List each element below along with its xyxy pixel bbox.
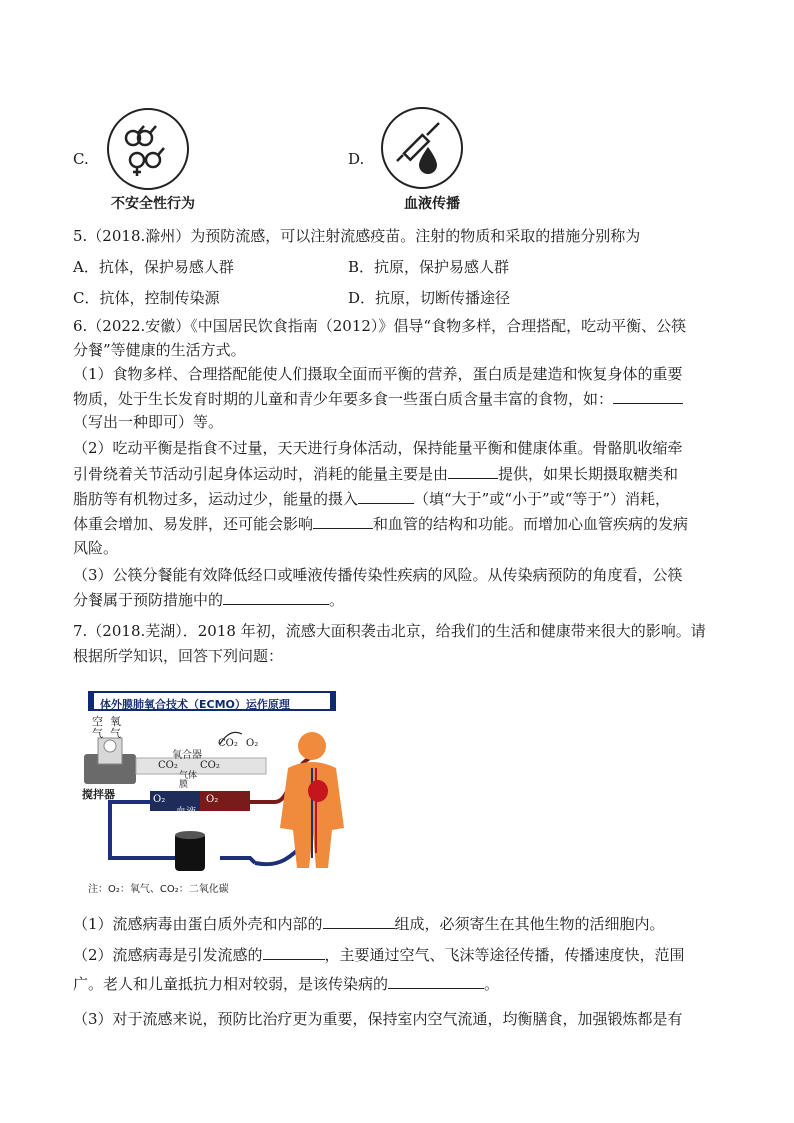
q6-part3-line-2: 分餐属于预防措施中的 。: [73, 591, 345, 609]
ecmo-figure: [80, 688, 380, 902]
answer-blank[interactable]: [388, 973, 484, 989]
oxygenator-label: 氧合器: [172, 750, 202, 761]
answer-blank[interactable]: [323, 913, 395, 929]
q6-part2-line-3: 脂肪等有机物过多，运动过少，能量的摄入 （填“大于”或“小于”或“等于”）消耗，: [73, 490, 671, 508]
answer-blank[interactable]: [263, 944, 325, 960]
co2-label-a: CO₂: [158, 760, 178, 771]
o2-out-label: O₂: [246, 738, 259, 749]
answer-blank[interactable]: [358, 488, 414, 504]
q7-line-2: 根据所学知识，回答下列问题：: [73, 647, 284, 665]
option-d-label: D.: [348, 150, 365, 168]
q6-line-1: 6.（2022.安徽）《中国居民饮食指南（2012）》倡导“食物多样，合理搭配，吃动平衡、公筷: [73, 317, 687, 335]
oxygen-label: 氧气: [110, 715, 121, 740]
gender-symbols-icon: [107, 108, 189, 190]
q7-line-1: 7.（2018.芜湖）．2018 年初，流感大面积袭击北京，给我们的生活和健康带来很大的影响。请: [73, 622, 706, 640]
membrane-label: 气体膜: [179, 771, 198, 790]
q6-part1-line-2: 物质，处于生长发育时期的儿童和青少年要多食一些蛋白质含量丰富的食物，如：: [73, 388, 723, 409]
q7-part2-line-1: （2）流感病毒是引发流感的 ，主要通过空气、飞沫等途径传播，传播速度快，范围: [73, 946, 685, 964]
co2-label-b: CO₂: [200, 760, 220, 771]
syringe-blood-icon: [381, 107, 463, 189]
option-c-label: C.: [73, 150, 89, 168]
q6-line-2: 分餐”等健康的生活方式。: [73, 341, 246, 359]
q5-option-c: C．抗体，控制传染源: [73, 289, 220, 307]
q5-stem: 5.（2018.滁州）为预防流感，可以注射流感疫苗。注射的物质和采取的措施分别称为: [73, 227, 641, 245]
answer-blank[interactable]: [313, 513, 373, 529]
figure-note: 注：O₂：氧气、CO₂：二氧化碳: [88, 884, 229, 895]
q5-option-d: D．抗原，切断传播途径: [348, 289, 511, 307]
option-d-caption: 血液传播: [404, 196, 460, 212]
answer-blank[interactable]: [448, 463, 498, 479]
o2-label-a: O₂: [153, 794, 166, 805]
q6-part2-line-2: 引骨绕着关节活动引起身体运动时，消耗的能量主要是由 提供，如果长期摄取糖类和: [73, 465, 679, 483]
o2-label-b: O₂: [206, 794, 219, 805]
co2-out-label: CO₂: [218, 738, 238, 749]
q6-part1-line-1: （1）食物多样、合理搭配能使人们摄取全面而平衡的营养，蛋白质是建造和恢复身体的重要: [73, 365, 683, 383]
answer-blank[interactable]: [613, 388, 683, 404]
q7-part3: （3）对于流感来说，预防比治疗更为重要，保持室内空气流通，均衡膳食，加强锻炼都是有: [73, 1010, 683, 1028]
answer-blank[interactable]: [223, 589, 329, 605]
q6-part2-line-1: （2）吃动平衡是指食不过量，天天进行身体活动，保持能量平衡和健康体重。骨骼肌收缩牵: [73, 439, 683, 457]
air-label: 空气: [92, 715, 103, 740]
q6-part3-line-1: （3）公筷分餐能有效降低经口或唾液传播传染性疾病的风险。从传染病预防的角度看，公筷: [73, 566, 683, 584]
q7-part1: （1）流感病毒由蛋白质外壳和内部的 组成，必须寄生在其他生物的活细胞内。: [73, 915, 665, 933]
blood-label: 血液: [176, 807, 196, 818]
stirrer-label: 搅拌器: [82, 788, 115, 801]
q5-option-a: A．抗体，保护易感人群: [73, 258, 234, 276]
q7-part2-line-2: 广。老人和儿童抵抗力相对较弱，是该传染病的 。: [73, 975, 500, 993]
q6-part2-line-5: 风险。: [73, 539, 119, 557]
figure-title: 体外膜肺氧合技术（ECMO）运作原理: [100, 698, 290, 711]
q6-part2-line-4: 体重会增加、易发胖，还可能会影响 和血管的结构和功能。而增加心血管疾病的发病: [73, 515, 689, 533]
ecmo-diagram-graphic: [80, 688, 380, 902]
q6-part1-line-3: （写出一种即可）等。: [73, 413, 224, 431]
q5-option-b: B．抗原，保护易感人群: [348, 258, 510, 276]
option-c-caption: 不安全性行为: [111, 196, 195, 212]
